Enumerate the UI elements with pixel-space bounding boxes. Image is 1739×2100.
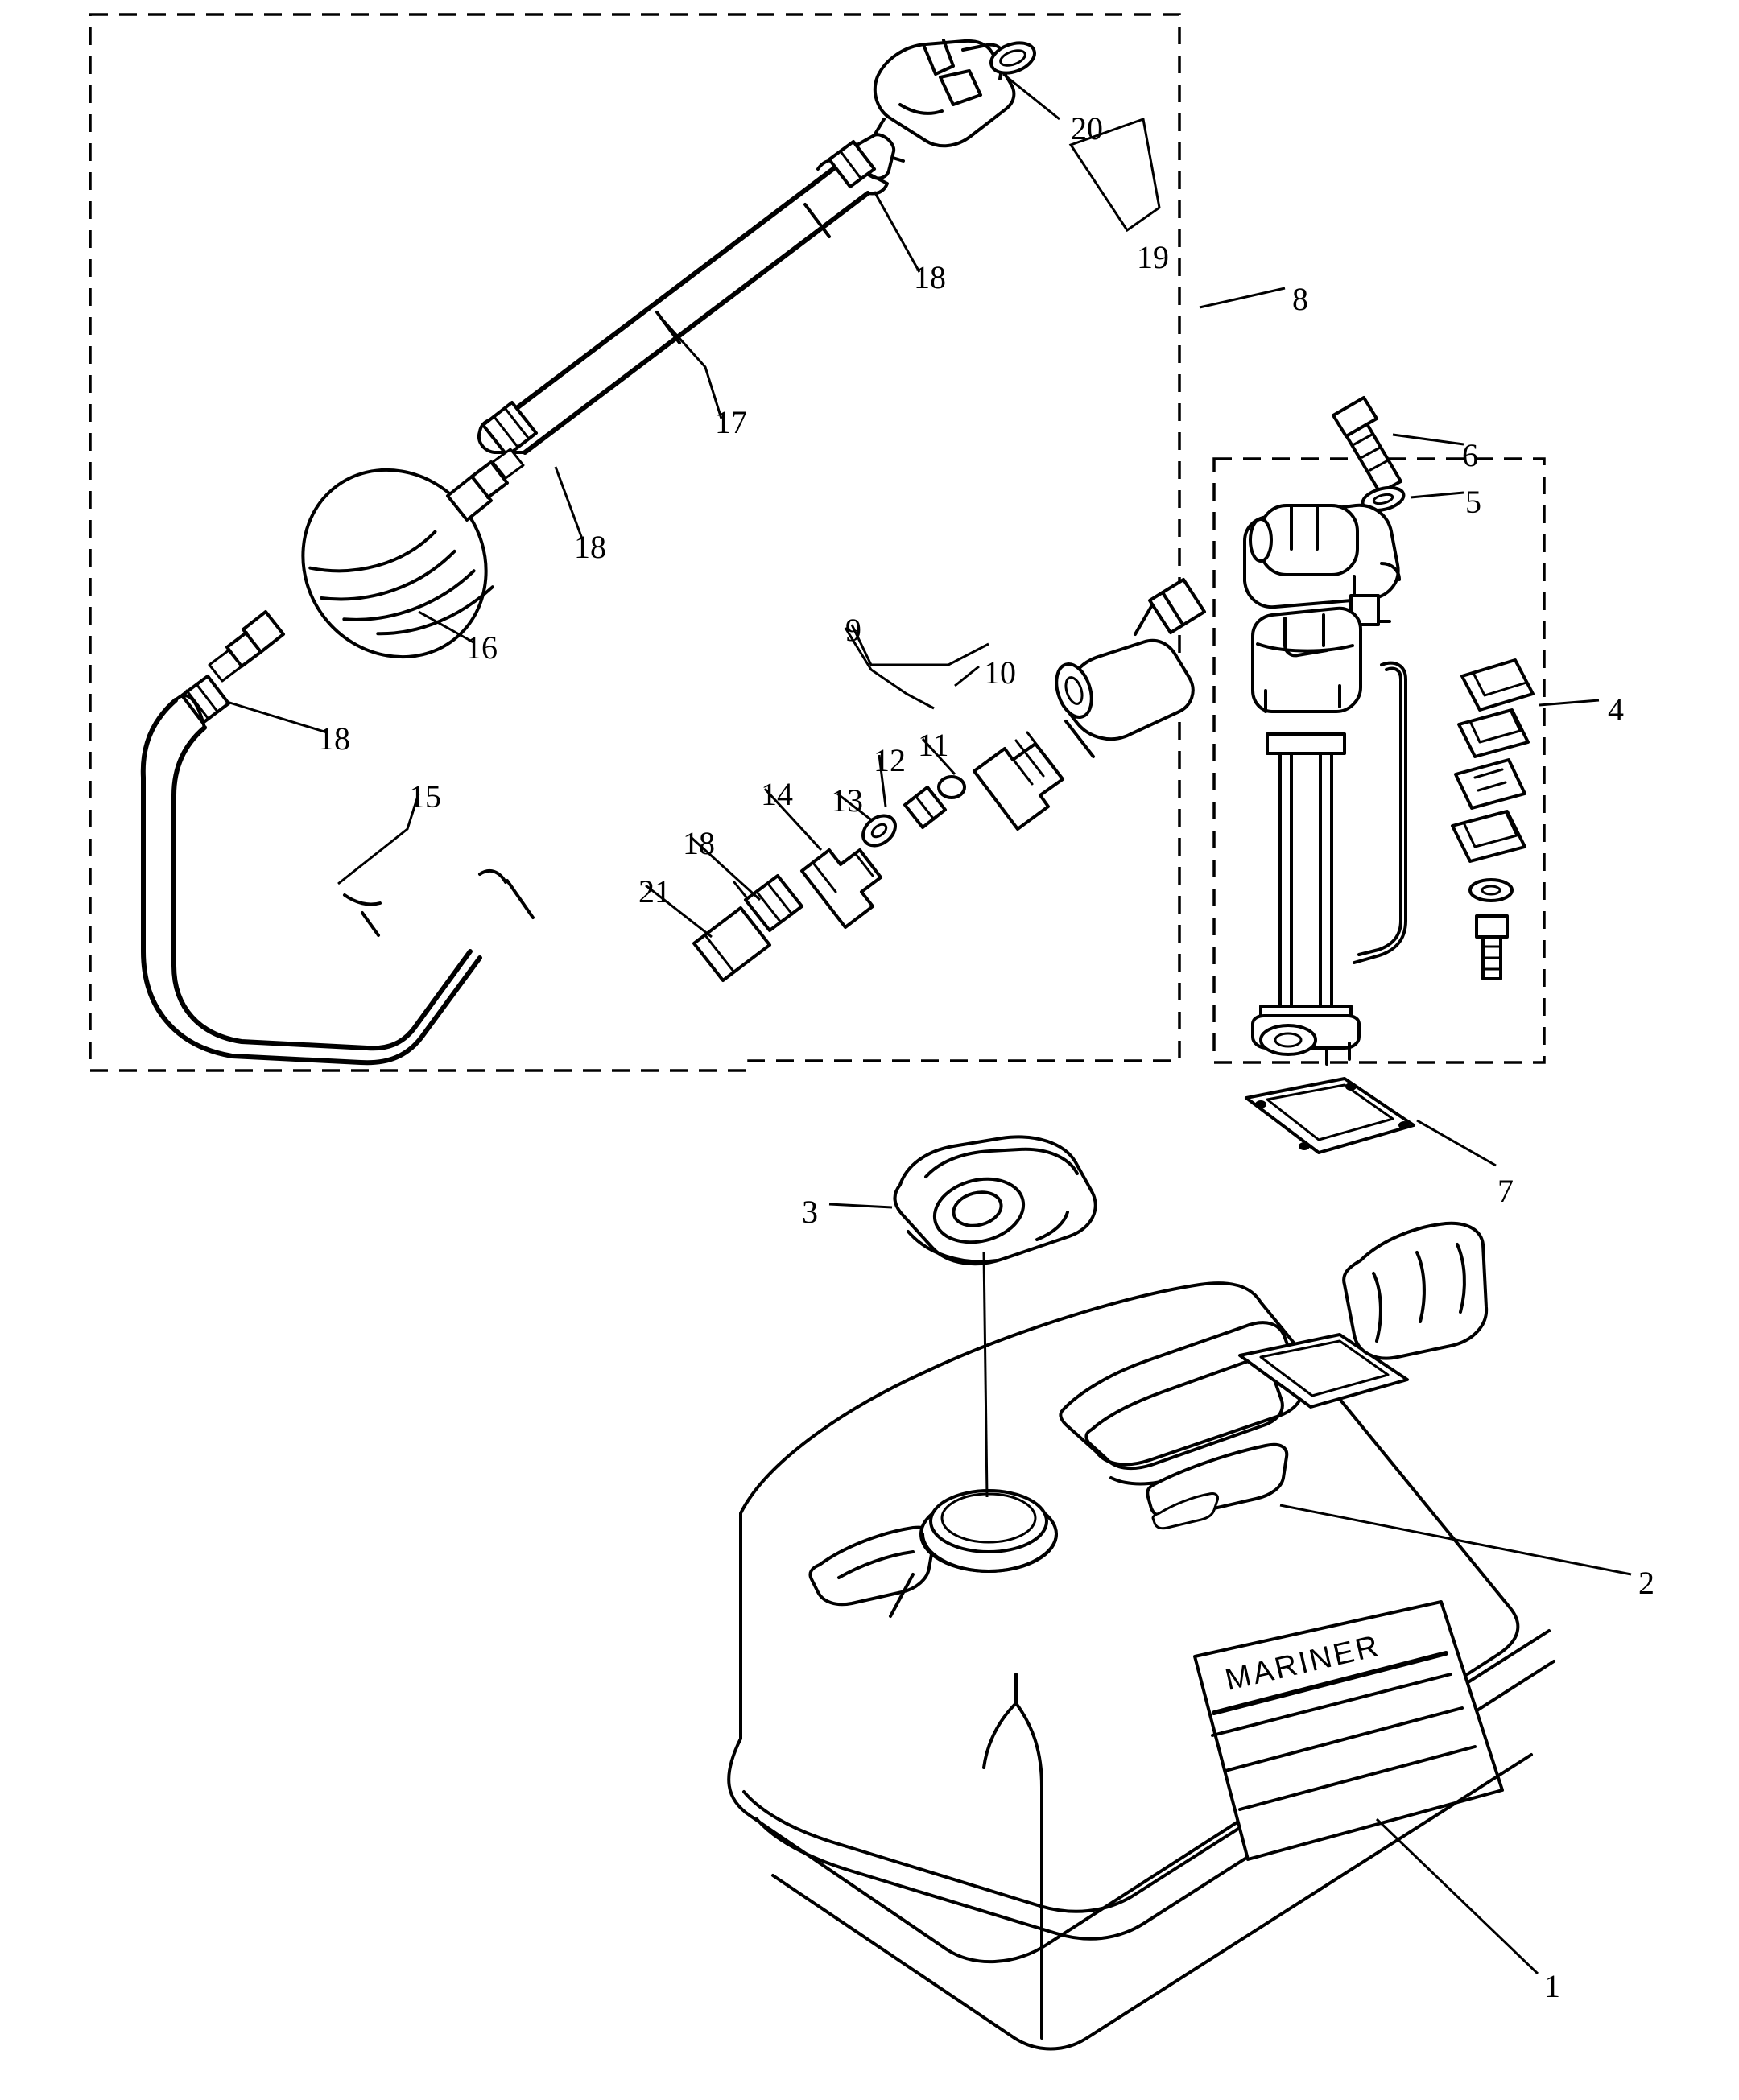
connector-body-9 [1050,580,1204,751]
ball-11 [939,777,965,798]
callout-21: 21 [638,873,671,910]
callout-1: 1 [1544,1968,1560,2004]
pickup-head-assembly [1245,505,1399,625]
callout-18-a: 18 [914,259,946,295]
screw-6 [1333,398,1401,493]
washer-13 [857,810,901,852]
filter-elements-4 [1452,660,1533,861]
callout-15: 15 [409,778,441,815]
hose-clamp-18-low [182,676,229,723]
callout-19: 19 [1137,239,1169,275]
callout-7: 7 [1497,1173,1514,1209]
pickup-tube [1253,734,1359,1064]
callout-6: 6 [1462,437,1478,473]
fuel-tank-1 [729,1223,1554,2049]
group-box-fuel-line [90,14,1179,1071]
valve-stem-10 [974,721,1093,829]
pickup-nut-washer [1470,880,1512,979]
fuel-connector-19 [844,40,1014,179]
pickup-rod [1354,663,1406,963]
callout-11: 11 [918,727,949,763]
callout-18-c: 18 [318,720,350,757]
callout-20: 20 [1071,110,1103,146]
callout-18-d: 18 [683,825,715,861]
callout-16: 16 [465,629,498,666]
fuel-fitting-14 [802,850,881,927]
callout-8: 8 [1292,281,1308,317]
callout-18-b: 18 [574,529,606,565]
callout-14: 14 [761,776,793,812]
gasket-7 [1246,1079,1414,1153]
callout-4: 4 [1608,691,1624,728]
tank-brand-label: MARINER [1222,1628,1384,1698]
fuel-hose-17 [479,159,887,452]
callout-17: 17 [715,404,747,440]
callout-13: 13 [831,782,863,819]
callout-3: 3 [802,1194,818,1230]
callout-12: 12 [874,742,906,778]
callout-10: 10 [984,654,1016,691]
callout-2: 2 [1638,1565,1654,1601]
callout-5: 5 [1465,484,1481,520]
hose-clamp-18-fitting [746,876,802,930]
callout-9: 9 [845,612,861,648]
fuel-cap-3 [895,1137,1096,1264]
pickup-cap [1253,609,1361,712]
